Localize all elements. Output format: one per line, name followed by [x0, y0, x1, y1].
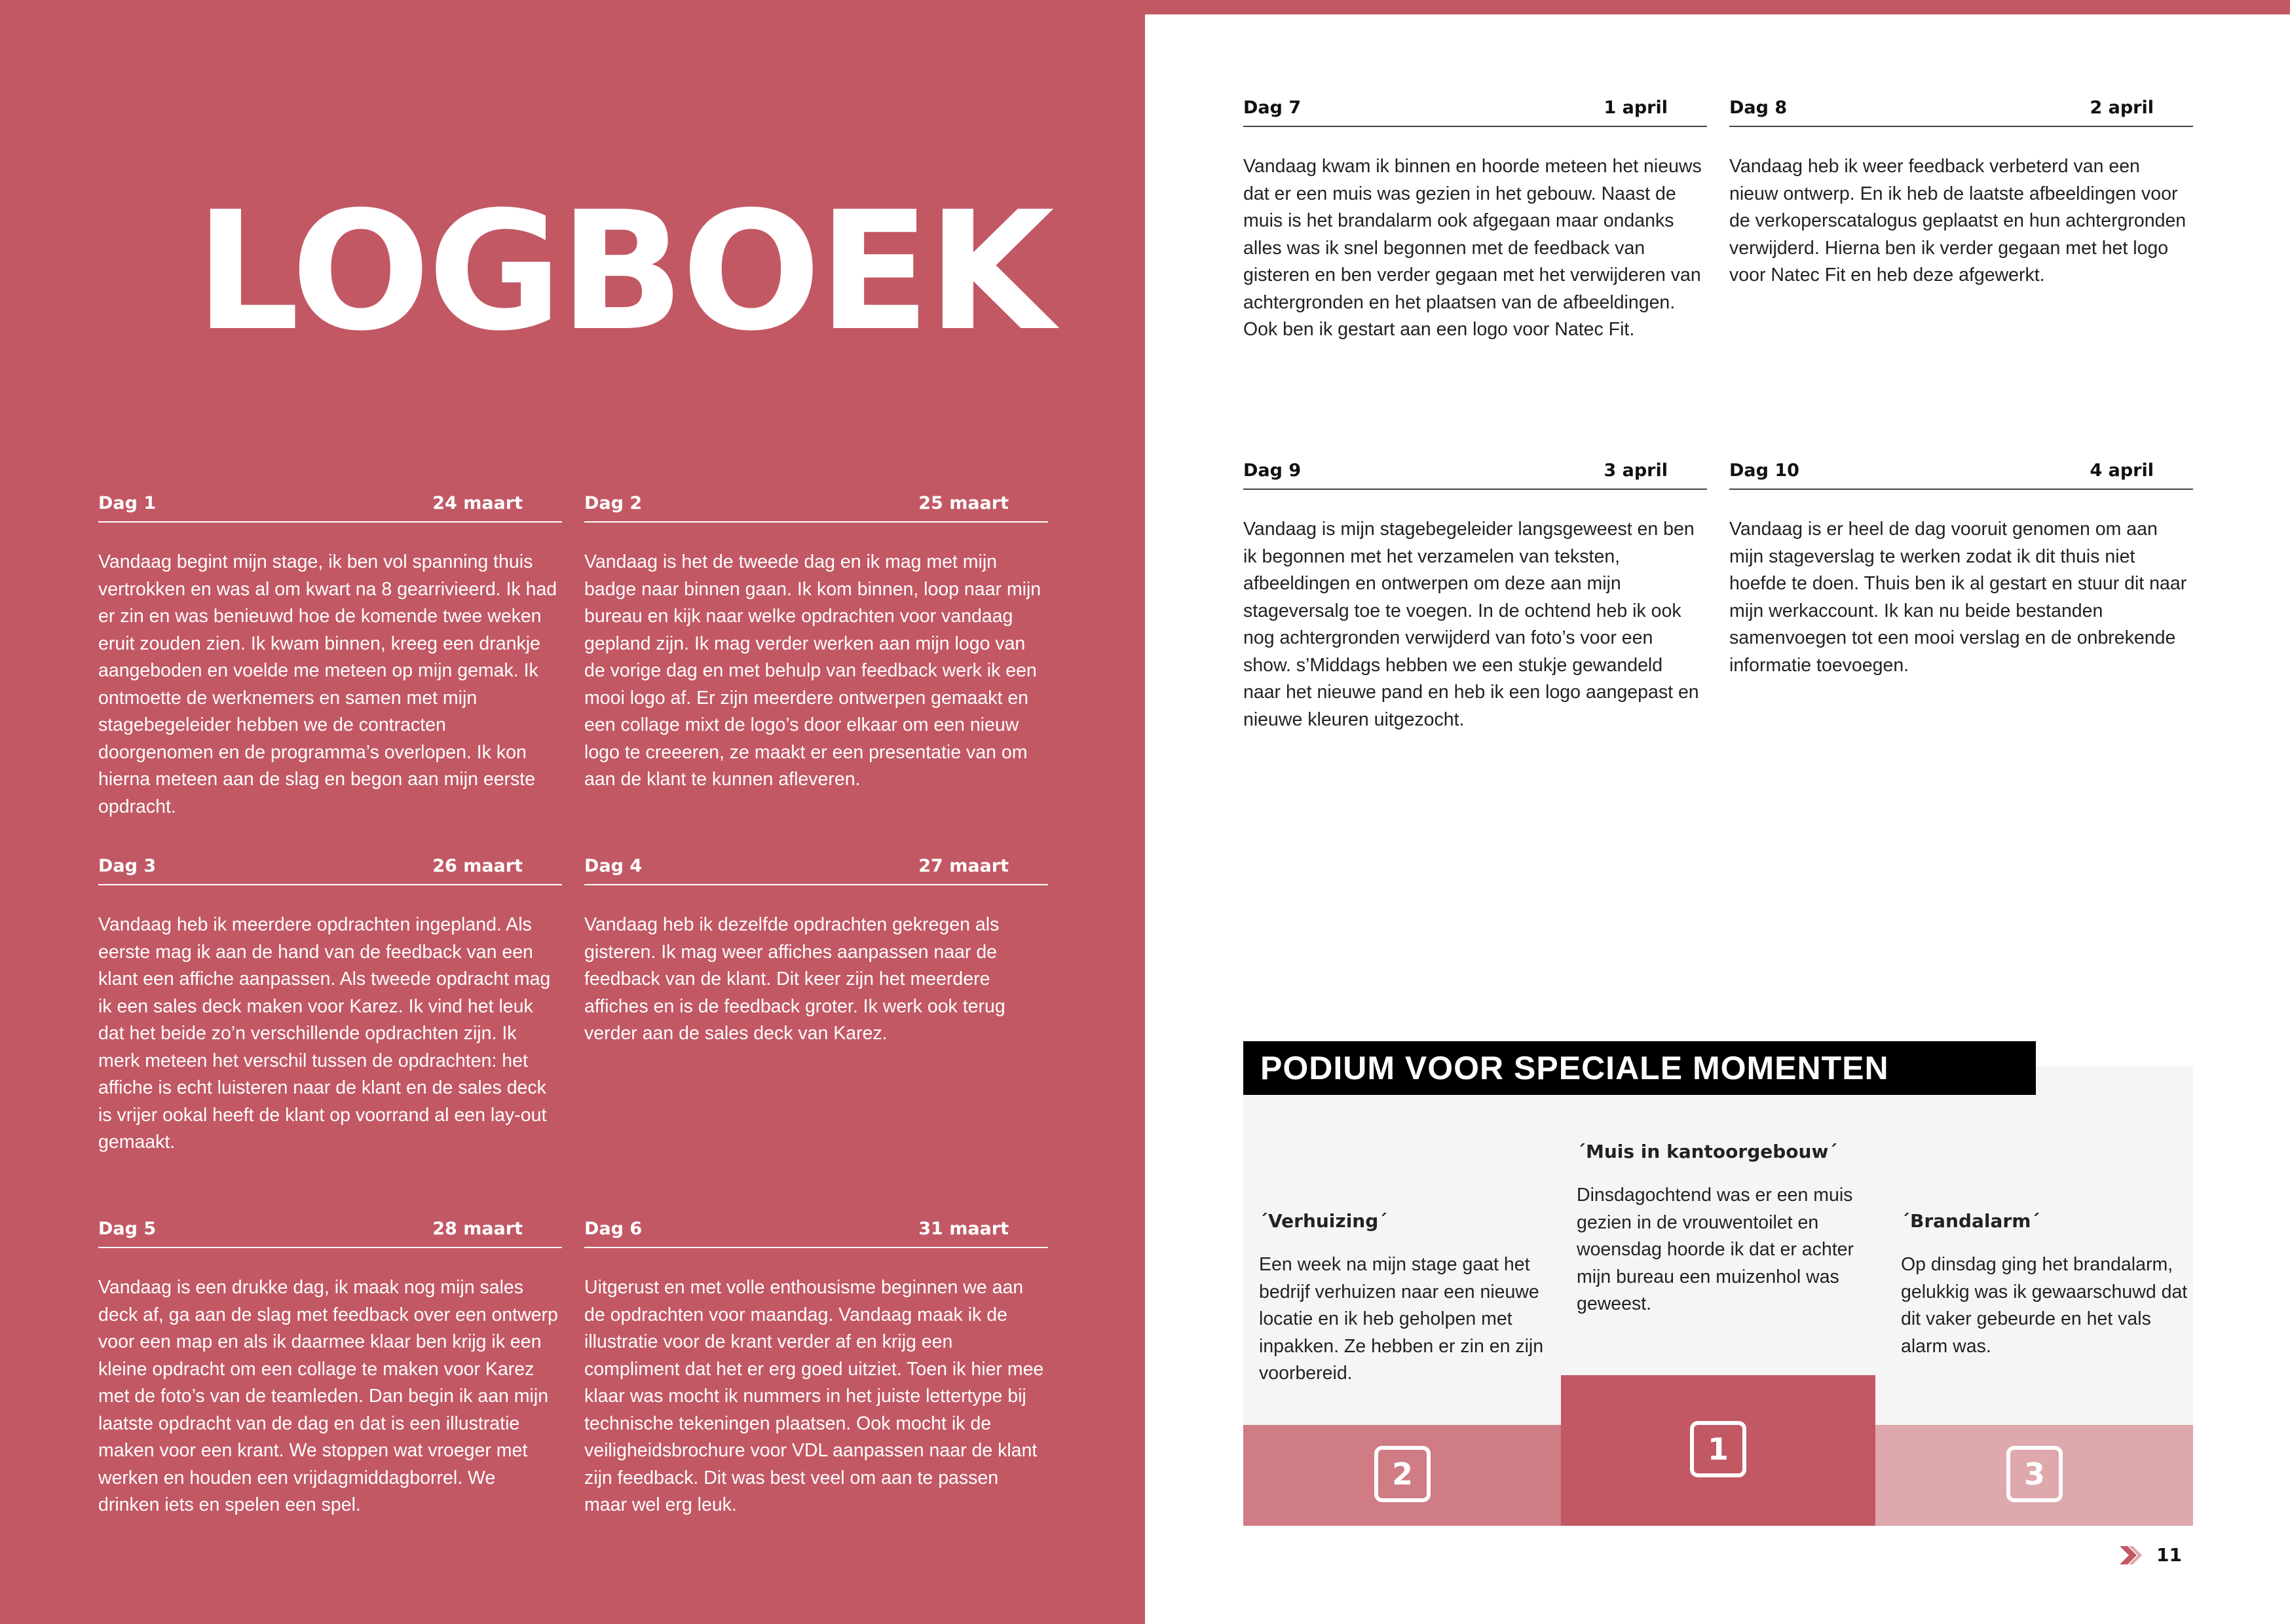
- log-entry-dag-7: [1243, 94, 1707, 344]
- entry-day: Dag 9: [1243, 460, 1302, 481]
- podium-block-2: [1243, 1425, 1561, 1526]
- entry-date: 4 april: [2090, 460, 2154, 481]
- entry-date: 3 april: [1604, 460, 1668, 481]
- log-entry-dag-5: [98, 1215, 562, 1519]
- entry-text: Vandaag kwam ik binnen en hoorde meteen het nieuws dat er een muis was gezien in het gebouw. Naast de muis is het brandalarm ook afgegaan maar ondanks alles was ik snel begonnen met de feedback van gisteren en ben verder gegaan met het verwijderen van achtergronden en het plaatsen van de afbeeldingen. Ook ben ik gestart aan een logo voor Natec Fit.: [1243, 156, 1702, 340]
- entry-date: 27 maart: [918, 856, 1009, 876]
- entry-header: [98, 853, 562, 885]
- entry-day: Dag 10: [1729, 460, 1799, 481]
- moment-text: Een week na mijn stage gaat het bedrijf verhuizen naar een nieuwe locatie en ik heb geholpen met inpakken. Ze hebben er zin en zijn voorbereid.: [1259, 1254, 1544, 1384]
- entry-text: Vandaag is mijn stagebegeleider langsgeweest en ben ik begonnen met het verzamelen van teksten, afbeeldingen en ontwerpen om deze aan mijn stageversalg toe te voegen. In de ochtend heb ik ook nog achtergronden verwijderd van foto’s voor een show. s’Middags hebben we een stukje gewandeld naar het nieuwe pand en heb ik een logo aangepast en nieuwe kleuren uitgezocht.: [1243, 519, 1699, 730]
- entry-day: Dag 5: [98, 1219, 157, 1239]
- log-entry-dag-1: [98, 490, 562, 821]
- moment-title: ´Verhuizing´: [1259, 1210, 1388, 1232]
- entry-day: Dag 2: [584, 493, 643, 513]
- entry-day: Dag 7: [1243, 98, 1302, 118]
- log-entry-dag-3: [98, 853, 562, 1156]
- entry-header: [584, 1215, 1048, 1248]
- entry-date: 2 april: [2090, 98, 2154, 118]
- moment-first-place: [1577, 1141, 1878, 1318]
- top-accent-bar: [1145, 0, 2290, 14]
- entry-text: Vandaag is er heel de dag vooruit genomen om aan mijn stageverslag te werken zodat ik dit thuis niet hoefde te doen. Thuis ben ik al gestart en stuur dit naar mijn werkaccount. Ik kan nu beide bestanden samenvoegen tot een mooi verslag en de onbrekende informatie toevoegen.: [1729, 519, 2187, 676]
- rank-badge-3: 3: [2006, 1446, 2063, 1502]
- entry-header: [1243, 94, 1707, 127]
- moment-text: Dinsdagochtend was er een muis gezien in de vrouwentoilet en woensdag hoorde ik dat er achter mijn bureau een muizenhol was geweest.: [1577, 1185, 1854, 1314]
- entry-day: Dag 4: [584, 856, 643, 876]
- log-entry-dag-4: [584, 853, 1048, 1048]
- podium-block-1: [1561, 1375, 1875, 1526]
- podium-title: PODIUM VOOR SPECIALE MOMENTEN: [1243, 1041, 2036, 1095]
- moment-title: ´Muis in kantoorgebouw´: [1577, 1141, 1838, 1162]
- entry-text: Vandaag heb ik weer feedback verbeterd van een nieuw ontwerp. En ik heb de laatste afbeeldingen voor de verkoperscatalogus geplaatst en hun achtergronden verwijderd. Hierna ben ik verder gegaan met het logo voor Natec Fit en heb deze afgewerkt.: [1729, 156, 2187, 286]
- entry-header: [584, 490, 1048, 523]
- log-entry-dag-10: [1729, 457, 2193, 679]
- entry-text: Vandaag is een drukke dag, ik maak nog mijn sales deck af, ga aan de slag met feedback over een ontwerp voor een map en als ik daarmee klaar ben krijg ik een kleine opdracht om een collage te maken voor Karez met de foto’s van de teamleden. Dan begin ik aan mijn laatste opdracht van de dag en dat is een illustratie maken voor een krant. We stoppen wat vroeger met werken en houden een vrijdagmiddagborrel. We drinken iets en spelen een spel.: [98, 1277, 558, 1515]
- entry-date: 24 maart: [432, 493, 523, 513]
- entry-date: 1 april: [1604, 98, 1668, 118]
- entry-text: Vandaag heb ik meerdere opdrachten ingepland. Als eerste mag ik aan de hand van de feedback van een klant een affiche aanpassen. Als tweede opdracht mag ik een sales deck maken voor Karez. Ik vind het leuk dat het beide zo’n verschillende opdrachten zijn. Ik merk meteen het verschil tussen de opdrachten: het affiche is echt luisteren naar de klant en de sales deck is vrijer ookal heeft de klant op voorrand al een lay-out gemaakt.: [98, 914, 551, 1153]
- entry-text: Uitgerust en met volle enthousisme beginnen we aan de opdrachten voor maandag. Vandaag maak ik de illustratie voor de krant verder af en krijg een compliment dat het er erg goed uitziet. Toen ik hier mee klaar was mocht ik nummers in het juiste lettertype bij technische tekeningen plaatsen. Ook mocht ik de veiligheidsbrochure voor VDL aanpassen naar de klant zijn feedback. Dit was best veel om aan te passen maar wel erg leuk.: [584, 1277, 1044, 1515]
- moment-third-place: [1901, 1210, 2193, 1360]
- entry-text: Vandaag begint mijn stage, ik ben vol spanning thuis vertrokken en was al om kwart na 8 gearrivieerd. Ik had er zin en was benieuwd hoe de komende twee weken eruit zouden zien. Ik kwam binnen, kreeg een drankje aangeboden en voelde me meteen op mijn gemak. Ik ontmoette de werknemers en samen met mijn stagebegeleider hebben we de contracten doorgenomen en de programma’s overlopen. Ik kon hierna meteen aan de slag en begon aan mijn eerste opdracht.: [98, 551, 557, 817]
- log-entry-dag-2: [584, 490, 1048, 794]
- entry-text: Vandaag is het de tweede dag en ik mag met mijn badge naar binnen gaan. Ik kom binnen, loop naar mijn bureau en kijk naar welke opdrachten voor vandaag gepland zijn. Ik mag verder werken aan mijn logo van de vorige dag en met behulp van feedback werk ik een mooi logo af. Er zijn meerdere ontwerpen gemaakt en een collage mixt de logo’s door elkaar om een nieuw logo te creeeren, ze maakt er een presentatie van om aan de klant te kunnen afleveren.: [584, 551, 1042, 790]
- entry-header: [584, 853, 1048, 885]
- entry-date: 31 maart: [918, 1219, 1009, 1239]
- entry-day: Dag 3: [98, 856, 157, 876]
- moment-second-place: [1259, 1210, 1560, 1388]
- moment-title: ´Brandalarm´: [1901, 1210, 2040, 1232]
- entry-header: [1243, 457, 1707, 490]
- entry-header: [98, 1215, 562, 1248]
- entry-day: Dag 8: [1729, 98, 1788, 118]
- log-entry-dag-6: [584, 1215, 1048, 1519]
- log-entry-dag-9: [1243, 457, 1707, 733]
- entry-day: Dag 1: [98, 493, 157, 513]
- podium-block-3: [1875, 1425, 2193, 1526]
- entry-date: 28 maart: [432, 1219, 523, 1239]
- chevron-right-icon: [2120, 1546, 2143, 1564]
- log-entry-dag-8: [1729, 94, 2193, 289]
- entry-text: Vandaag heb ik dezelfde opdrachten gekregen als gisteren. Ik mag weer affiches aanpassen naar de feedback van de klant. Dit keer zijn het meerdere affiches en is de feedback groter. Ik werk ook terug verder aan de sales deck van Karez.: [584, 914, 1005, 1044]
- rank-badge-1: 1: [1690, 1421, 1746, 1477]
- page-number: 11: [2156, 1544, 2182, 1566]
- moment-text: Op dinsdag ging het brandalarm, gelukkig was ik gewaarschuwd dat dit vaker gebeurde en het vals alarm was.: [1901, 1254, 2188, 1357]
- entry-date: 26 maart: [432, 856, 523, 876]
- entry-day: Dag 6: [584, 1219, 643, 1239]
- entry-header: [1729, 94, 2193, 127]
- rank-badge-2: 2: [1374, 1446, 1431, 1502]
- entry-header: [1729, 457, 2193, 490]
- page-title: LOGBOEK: [195, 176, 1052, 367]
- entry-header: [98, 490, 562, 523]
- entry-date: 25 maart: [918, 493, 1009, 513]
- page-number-area: [2120, 1544, 2182, 1566]
